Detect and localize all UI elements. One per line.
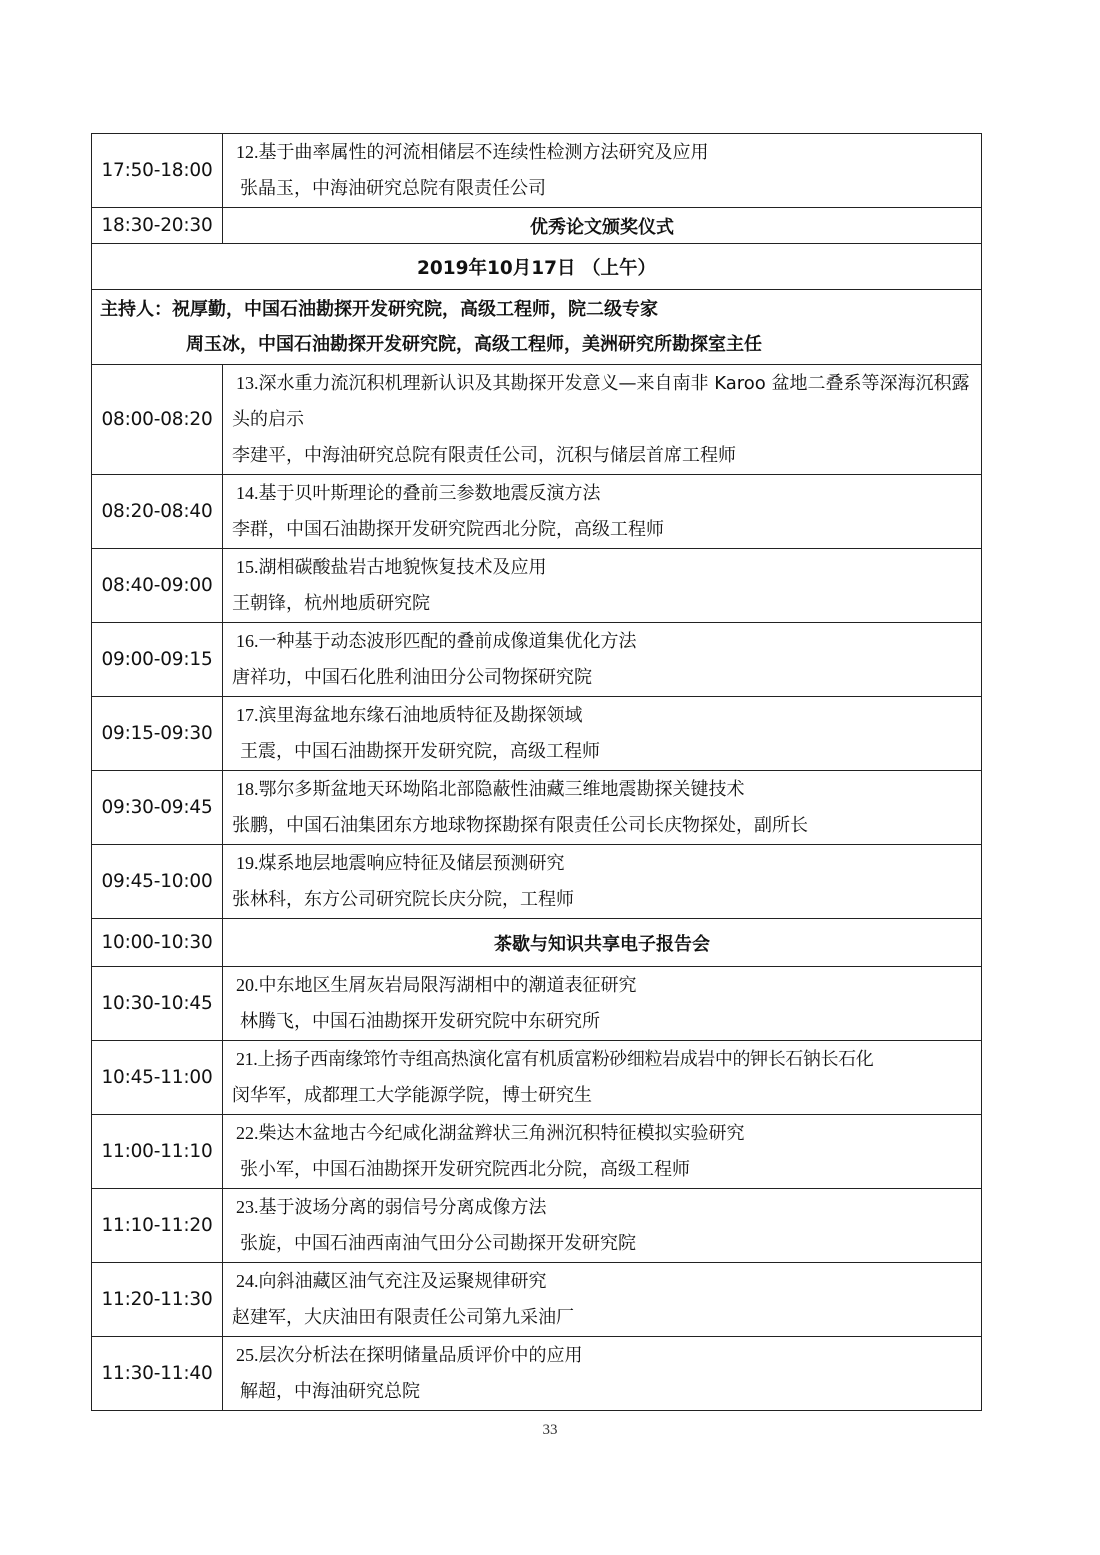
talk-cell bbox=[223, 845, 982, 919]
table-row bbox=[92, 1263, 982, 1337]
talk-speaker: 张鹏，中国石油集团东方地球物探勘探有限责任公司长庆物探处，副所长 bbox=[232, 815, 808, 836]
talk-speaker: 张林科，东方公司研究院长庆分院，工程师 bbox=[232, 889, 574, 910]
talk-cell bbox=[223, 771, 982, 845]
talk-number: 12. bbox=[236, 142, 259, 162]
talk-cell bbox=[223, 697, 982, 771]
talk-cell bbox=[223, 1337, 982, 1411]
talk-cell bbox=[223, 475, 982, 549]
talk-cell bbox=[223, 549, 982, 623]
date-header: 2019年10月17日 （上午） bbox=[92, 244, 982, 290]
time-cell: 10:45-11:00 bbox=[92, 1041, 223, 1115]
table-row bbox=[92, 1337, 982, 1411]
talk-number: 25. bbox=[236, 1345, 259, 1365]
time-cell: 09:00-09:15 bbox=[92, 623, 223, 697]
time-cell: 17:50-18:00 bbox=[92, 134, 223, 208]
talk-speaker: 唐祥功，中国石化胜利油田分公司物探研究院 bbox=[232, 667, 592, 688]
talk-speaker: 闵华军，成都理工大学能源学院，博士研究生 bbox=[232, 1085, 592, 1106]
talk-number: 14. bbox=[236, 483, 259, 503]
talk-speaker: 林腾飞，中国石油勘探开发研究院中东研究所 bbox=[240, 1011, 600, 1032]
time-cell: 10:30-10:45 bbox=[92, 967, 223, 1041]
talk-speaker: 解超，中海油研究总院 bbox=[240, 1381, 420, 1402]
talk-number: 18. bbox=[236, 779, 259, 799]
talk-number: 15. bbox=[236, 557, 259, 577]
time-cell: 10:00-10:30 bbox=[92, 919, 223, 967]
table-row bbox=[92, 967, 982, 1041]
time-cell: 11:20-11:30 bbox=[92, 1263, 223, 1337]
talk-cell bbox=[223, 1041, 982, 1115]
talk-number: 13. bbox=[236, 373, 259, 393]
page-number: 33 bbox=[542, 1422, 558, 1438]
talk-title: 基于曲率属性的河流相储层不连续性检测方法研究及应用 bbox=[258, 142, 709, 163]
table-row bbox=[92, 771, 982, 845]
talk-number: 20. bbox=[236, 975, 259, 995]
talk-cell bbox=[223, 623, 982, 697]
time-cell: 11:10-11:20 bbox=[92, 1189, 223, 1263]
talk-number: 21. bbox=[236, 1049, 258, 1069]
talk-cell bbox=[223, 1189, 982, 1263]
table-row bbox=[92, 290, 982, 365]
talk-speaker: 王朝锋，杭州地质研究院 bbox=[232, 593, 430, 614]
session-label: 优秀论文颁奖仪式 bbox=[223, 208, 982, 244]
talk-title: 一种基于动态波形匹配的叠前成像道集优化方法 bbox=[258, 631, 637, 652]
talk-speaker: 李建平，中海油研究总院有限责任公司，沉积与储层首席工程师 bbox=[232, 445, 736, 466]
table-row bbox=[92, 919, 982, 967]
talk-number: 22. bbox=[236, 1123, 259, 1143]
host-cell bbox=[92, 290, 982, 365]
time-cell: 09:15-09:30 bbox=[92, 697, 223, 771]
talk-title: 煤系地层地震响应特征及储层预测研究 bbox=[258, 853, 565, 874]
table-row bbox=[92, 208, 982, 244]
talk-number: 16. bbox=[236, 631, 259, 651]
time-cell: 11:30-11:40 bbox=[92, 1337, 223, 1411]
table-row bbox=[92, 549, 982, 623]
talk-number: 17. bbox=[236, 705, 259, 725]
time-cell: 08:40-09:00 bbox=[92, 549, 223, 623]
talk-title: 鄂尔多斯盆地天环坳陷北部隐蔽性油藏三维地震勘探关键技术 bbox=[258, 779, 745, 800]
talk-number: 24. bbox=[236, 1271, 259, 1291]
talk-speaker: 张旋，中国石油西南油气田分公司勘探开发研究院 bbox=[240, 1233, 636, 1254]
time-cell: 09:30-09:45 bbox=[92, 771, 223, 845]
talk-speaker: 赵建军，大庆油田有限责任公司第九采油厂 bbox=[232, 1307, 574, 1328]
table-row bbox=[92, 244, 982, 290]
talk-speaker: 张晶玉，中海油研究总院有限责任公司 bbox=[240, 178, 546, 199]
talk-cell bbox=[223, 134, 982, 208]
talk-cell bbox=[223, 1263, 982, 1337]
talk-title: 基于贝叶斯理论的叠前三参数地震反演方法 bbox=[258, 483, 601, 504]
talk-speaker: 王震，中国石油勘探开发研究院，高级工程师 bbox=[240, 741, 600, 762]
table-row bbox=[92, 623, 982, 697]
table-row bbox=[92, 1189, 982, 1263]
talk-number: 19. bbox=[236, 853, 259, 873]
talk-cell bbox=[223, 365, 982, 475]
talk-title: 层次分析法在探明储量品质评价中的应用 bbox=[258, 1345, 583, 1366]
talk-title: 湖相碳酸盐岩古地貌恢复技术及应用 bbox=[258, 557, 547, 578]
time-cell: 08:00-08:20 bbox=[92, 365, 223, 475]
table-row bbox=[92, 365, 982, 475]
time-cell: 18:30-20:30 bbox=[92, 208, 223, 244]
talk-title: 基于波场分离的弱信号分离成像方法 bbox=[258, 1197, 547, 1218]
time-cell: 08:20-08:40 bbox=[92, 475, 223, 549]
session-label: 茶歇与知识共享电子报告会 bbox=[223, 919, 982, 967]
talk-title: 滨里海盆地东缘石油地质特征及勘探领域 bbox=[258, 705, 583, 726]
talk-speaker: 张小军，中国石油勘探开发研究院西北分院，高级工程师 bbox=[240, 1159, 690, 1180]
host-line-1: 主持人：祝厚勤，中国石油勘探开发研究院，高级工程师，院二级专家 bbox=[100, 299, 658, 320]
table-row bbox=[92, 697, 982, 771]
table-row bbox=[92, 1115, 982, 1189]
talk-title: 深水重力流沉积机理新认识及其勘探开发意义—来自南非 Karoo 盆地二叠系等深海沉积露头的启示 bbox=[232, 373, 970, 430]
table-row bbox=[92, 134, 982, 208]
talk-title: 中东地区生屑灰岩局限泻湖相中的潮道表征研究 bbox=[258, 975, 637, 996]
talk-cell bbox=[223, 967, 982, 1041]
time-cell: 09:45-10:00 bbox=[92, 845, 223, 919]
talk-speaker: 李群，中国石油勘探开发研究院西北分院，高级工程师 bbox=[232, 519, 664, 540]
schedule-table bbox=[91, 133, 982, 1411]
talk-cell bbox=[223, 1115, 982, 1189]
host-line-2: 周玉冰，中国石油勘探开发研究院，高级工程师，美洲研究所勘探室主任 bbox=[186, 334, 762, 355]
talk-title: 柴达木盆地古今纪咸化湖盆辫状三角洲沉积特征模拟实验研究 bbox=[258, 1123, 745, 1144]
talk-title: 上扬子西南缘筇竹寺组高热演化富有机质富粉砂细粒岩成岩中的钾长石钠长石化 bbox=[257, 1049, 874, 1070]
talk-number: 23. bbox=[236, 1197, 259, 1217]
table-row bbox=[92, 475, 982, 549]
table-row bbox=[92, 845, 982, 919]
time-cell: 11:00-11:10 bbox=[92, 1115, 223, 1189]
talk-title: 向斜油藏区油气充注及运聚规律研究 bbox=[258, 1271, 547, 1292]
table-row bbox=[92, 1041, 982, 1115]
